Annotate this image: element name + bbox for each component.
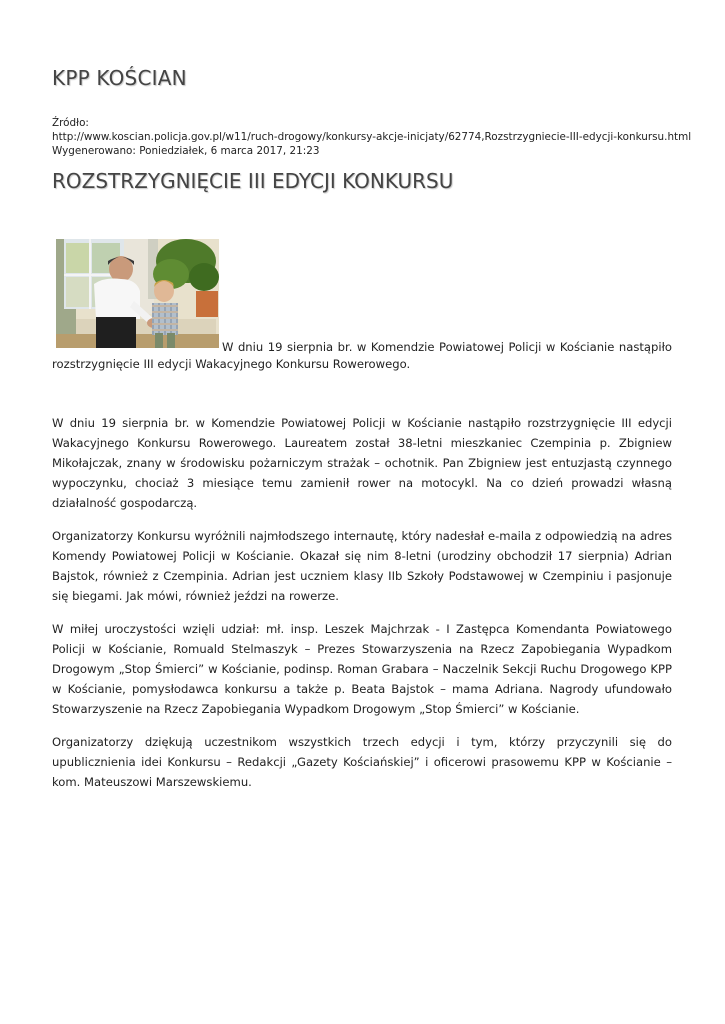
generated-date: Wygenerowano: Poniedziałek, 6 marca 2017, 21:23 <box>52 145 320 157</box>
intro-text: W dniu 19 sierpnia br. w Komendzie Powiatowej Policji w Kościanie nastąpiło rozstrzygnięcie III edycji Wakacyjnego Konkursu Rowerowego. <box>52 340 672 371</box>
document-meta <box>52 116 692 158</box>
article-intro <box>52 339 672 373</box>
paragraph-1: W dniu 19 sierpnia br. w Komendzie Powiatowej Policji w Kościanie nastąpiło rozstrzygnięcie III edycji Wakacyjnego Konkursu Rowerowego. Laureatem został 38-letni mieszkaniec Czempinia p. Zbigniew Mikołajczak, znany w środowisku pożarniczym strażak – ochotnik. Pan Zbigniew jest entuzjastą czynnego wypoczynku, chociaż 3 miesiące temu zamienił rower na motocykl. Na co dzień prowadzi własną działalność gospodarczą. <box>52 416 672 510</box>
paragraph-2: Organizatorzy Konkursu wyróżnili najmłodszego internautę, który nadesłał e-maila z odpowiedzią na adres Komendy Powiatowej Policji w Kościanie. Okazał się nim 8-letni (urodziny obchodził 17 sierpnia) Adrian Bajstok, również z Czempinia. Adrian jest uczniem klasy IIb Szkoły Podstawowej w Czempiniu i pasjonuje się biegami. Jak mówi, również jeździ na rowerze. <box>52 529 672 603</box>
source-label: Źródło: <box>52 117 89 129</box>
source-url[interactable]: http://www.koscian.policja.gov.pl/w11/ruch-drogowy/konkursy-akcje-inicjaty/62774,Rozstrzygniecie-III-edycji-konkursu.html <box>52 131 692 143</box>
site-title: KPP KOŚCIAN <box>52 66 187 90</box>
article-title: ROZSTRZYGNIĘCIE III EDYCJI KONKURSU <box>52 169 454 193</box>
award-ceremony-photo <box>56 239 219 348</box>
paragraph-3: W miłej uroczystości wzięli udział: mł. insp. Leszek Majchrzak - I Zastępca Komendanta Powiatowego Policji w Kościanie, Romuald Stelmaszyk – Prezes Stowarzyszenia na Rzecz Zapobiegania Wypadkom Drogowym „Stop Śmierci” w Kościanie, podinsp. Roman Grabara – Naczelnik Sekcji Ruchu Drogowego KPP w Kościanie, pomysłodawca konkursu a także p. Beata Bajstok – mama Adriana. Nagrody ufundowało Stowarzyszenie na Rzecz Zapobiegania Wypadkom Drogowym „Stop Śmierci” w Kościanie. <box>52 622 672 716</box>
article-photo <box>56 239 219 348</box>
paragraph-4: Organizatorzy dziękują uczestnikom wszystkich trzech edycji i tym, którzy przyczynili się do upublicznienia idei Konkursu – Redakcji „Gazety Kościańskiej” i oficerowi prasowemu KPP w Kościanie – kom. Mateuszowi Marszewskiemu. <box>52 735 672 789</box>
article-body <box>52 413 672 805</box>
